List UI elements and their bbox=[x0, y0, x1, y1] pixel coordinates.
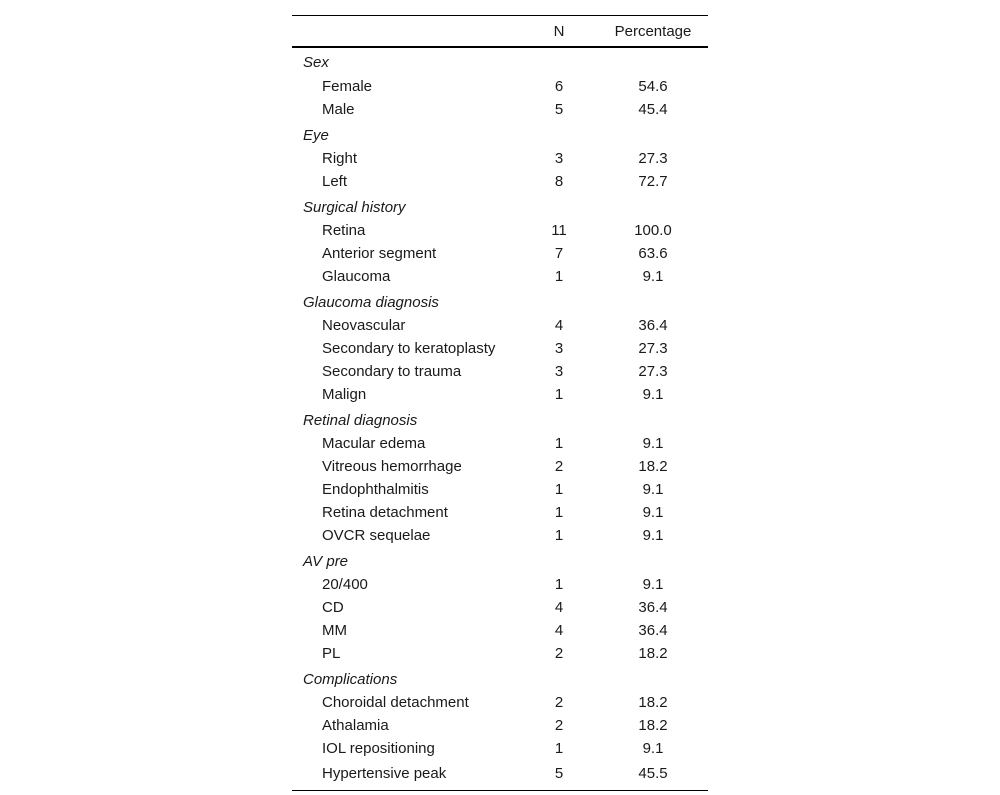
table-row bbox=[292, 573, 708, 596]
header-n: N bbox=[520, 16, 598, 48]
row-percentage-value: 36.4 bbox=[638, 317, 668, 334]
table-row bbox=[292, 314, 708, 337]
row-label: Neovascular bbox=[322, 317, 406, 334]
table-row bbox=[292, 524, 708, 547]
header-label-cell bbox=[292, 16, 520, 48]
row-label: CD bbox=[322, 599, 344, 616]
row-n-value: 2 bbox=[554, 458, 564, 475]
row-percentage-value: 9.1 bbox=[642, 740, 664, 757]
row-n-value: 1 bbox=[554, 504, 564, 521]
group-empty-cell bbox=[598, 406, 708, 432]
row-label: Glaucoma bbox=[322, 268, 391, 285]
row-n-value: 2 bbox=[554, 717, 564, 734]
group-empty-cell bbox=[520, 193, 598, 219]
group-label: Surgical history bbox=[303, 198, 406, 216]
row-n-value: 5 bbox=[554, 101, 564, 118]
group-row bbox=[292, 47, 708, 75]
row-n-value: 3 bbox=[554, 363, 564, 380]
row-percentage-value: 45.5 bbox=[598, 760, 708, 791]
row-label: PL bbox=[322, 645, 341, 662]
row-percentage-value: 9.1 bbox=[642, 435, 664, 452]
group-row bbox=[292, 406, 708, 432]
row-label: Hypertensive peak bbox=[292, 760, 520, 791]
group-label: Eye bbox=[303, 126, 329, 144]
row-label: OVCR sequelae bbox=[322, 527, 431, 544]
row-label: Male bbox=[322, 101, 355, 118]
row-percentage-value: 45.4 bbox=[638, 101, 668, 118]
header-row bbox=[292, 16, 708, 48]
table-row bbox=[292, 478, 708, 501]
row-label: Macular edema bbox=[322, 435, 426, 452]
row-n-value: 1 bbox=[554, 435, 564, 452]
group-empty-cell bbox=[520, 406, 598, 432]
group-row bbox=[292, 121, 708, 147]
row-label: Malign bbox=[322, 386, 367, 403]
row-percentage-value: 63.6 bbox=[638, 245, 668, 262]
row-percentage-value: 9.1 bbox=[642, 481, 664, 498]
row-n-value: 1 bbox=[554, 268, 564, 285]
row-n-value: 6 bbox=[554, 78, 564, 95]
group-empty-cell bbox=[520, 288, 598, 314]
table-row bbox=[292, 501, 708, 524]
group-empty-cell bbox=[598, 47, 708, 75]
row-label: Endophthalmitis bbox=[322, 481, 429, 498]
table-row bbox=[292, 360, 708, 383]
group-label: Glaucoma diagnosis bbox=[303, 293, 439, 311]
row-percentage-value: 100.0 bbox=[634, 222, 672, 239]
row-percentage-value: 18.2 bbox=[638, 694, 668, 711]
group-empty-cell bbox=[598, 121, 708, 147]
row-label: Vitreous hemorrhage bbox=[322, 458, 462, 475]
group-empty-cell bbox=[520, 547, 598, 573]
row-label: MM bbox=[322, 622, 347, 639]
row-label: Right bbox=[322, 150, 358, 167]
group-empty-cell bbox=[520, 121, 598, 147]
row-n-value: 11 bbox=[551, 222, 567, 239]
table-row bbox=[292, 596, 708, 619]
row-percentage-value: 18.2 bbox=[638, 717, 668, 734]
row-n-value: 1 bbox=[554, 386, 564, 403]
row-label: Anterior segment bbox=[322, 245, 437, 262]
group-empty-cell bbox=[598, 665, 708, 691]
table-row bbox=[292, 619, 708, 642]
row-label: Secondary to trauma bbox=[322, 363, 462, 380]
row-n-value: 4 bbox=[554, 599, 564, 616]
table-row bbox=[292, 337, 708, 360]
data-table-container bbox=[292, 15, 708, 791]
row-percentage-value: 9.1 bbox=[642, 576, 664, 593]
group-row bbox=[292, 665, 708, 691]
row-n-value: 2 bbox=[554, 645, 564, 662]
row-label: Left bbox=[322, 173, 348, 190]
table-row bbox=[292, 737, 708, 760]
row-percentage-value: 18.2 bbox=[638, 458, 668, 475]
table-row bbox=[292, 760, 708, 791]
row-percentage-value: 27.3 bbox=[638, 363, 668, 380]
row-n-value: 1 bbox=[554, 481, 564, 498]
table-row bbox=[292, 147, 708, 170]
table-body bbox=[292, 47, 708, 791]
row-label: Retina bbox=[322, 222, 366, 239]
table-row bbox=[292, 98, 708, 121]
group-label: Retinal diagnosis bbox=[303, 411, 418, 429]
header-percentage: Percentage bbox=[598, 16, 708, 48]
table-row bbox=[292, 170, 708, 193]
table-row bbox=[292, 714, 708, 737]
table-header bbox=[292, 16, 708, 48]
group-label: AV pre bbox=[303, 552, 349, 570]
row-n-value: 1 bbox=[554, 740, 564, 757]
row-percentage-value: 27.3 bbox=[638, 340, 668, 357]
row-label: Secondary to keratoplasty bbox=[322, 340, 496, 357]
table-row bbox=[292, 242, 708, 265]
group-label: Sex bbox=[303, 53, 329, 71]
table-row bbox=[292, 265, 708, 288]
row-percentage-value: 9.1 bbox=[642, 504, 664, 521]
row-n-value: 8 bbox=[554, 173, 564, 190]
row-label: Retina detachment bbox=[322, 504, 448, 521]
row-label: Choroidal detachment bbox=[322, 694, 469, 711]
data-table bbox=[292, 15, 708, 791]
group-label: Complications bbox=[303, 670, 398, 688]
row-label: Athalamia bbox=[322, 717, 389, 734]
row-label: IOL repositioning bbox=[322, 740, 435, 757]
row-percentage-value: 27.3 bbox=[638, 150, 668, 167]
table-row bbox=[292, 219, 708, 242]
row-percentage-value: 9.1 bbox=[642, 386, 664, 403]
row-n-value: 3 bbox=[554, 340, 564, 357]
group-row bbox=[292, 193, 708, 219]
table-row bbox=[292, 432, 708, 455]
row-label: 20/400 bbox=[322, 576, 368, 593]
row-percentage-value: 36.4 bbox=[638, 622, 668, 639]
row-n-value: 3 bbox=[554, 150, 564, 167]
table-row bbox=[292, 691, 708, 714]
row-percentage-value: 36.4 bbox=[638, 599, 668, 616]
row-n-value: 4 bbox=[554, 317, 564, 334]
row-n-value: 4 bbox=[554, 622, 564, 639]
row-percentage-value: 9.1 bbox=[642, 527, 664, 544]
row-percentage-value: 18.2 bbox=[638, 645, 668, 662]
table-row bbox=[292, 455, 708, 478]
row-n-value: 5 bbox=[520, 760, 598, 791]
group-row bbox=[292, 288, 708, 314]
group-empty-cell bbox=[520, 47, 598, 75]
row-percentage-value: 72.7 bbox=[638, 173, 668, 190]
group-row bbox=[292, 547, 708, 573]
row-percentage-value: 9.1 bbox=[642, 268, 664, 285]
group-empty-cell bbox=[520, 665, 598, 691]
row-n-value: 1 bbox=[554, 527, 564, 544]
row-n-value: 2 bbox=[554, 694, 564, 711]
table-row bbox=[292, 383, 708, 406]
group-empty-cell bbox=[598, 547, 708, 573]
group-empty-cell bbox=[598, 288, 708, 314]
group-empty-cell bbox=[598, 193, 708, 219]
row-n-value: 1 bbox=[554, 576, 564, 593]
row-label: Female bbox=[322, 78, 373, 95]
row-n-value: 7 bbox=[554, 245, 564, 262]
table-row bbox=[292, 75, 708, 98]
table-row bbox=[292, 642, 708, 665]
row-percentage-value: 54.6 bbox=[638, 78, 668, 95]
